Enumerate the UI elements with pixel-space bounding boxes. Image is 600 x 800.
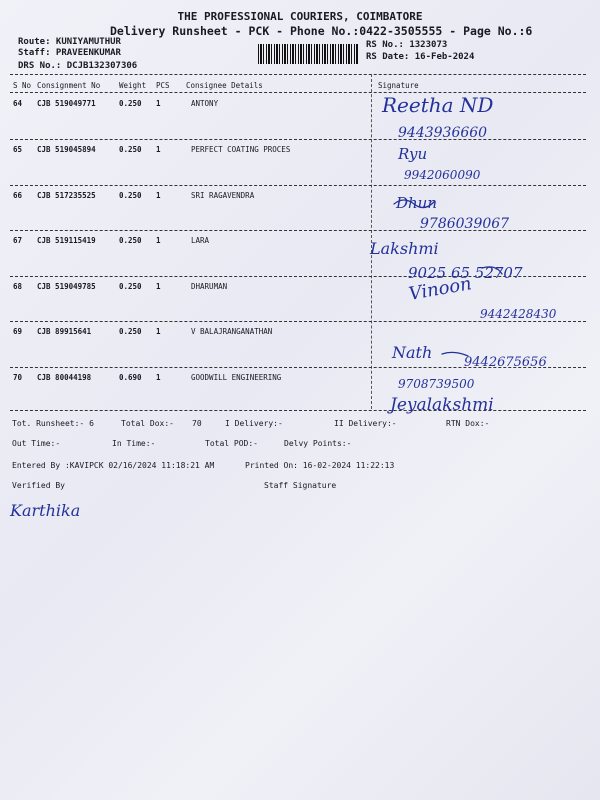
row-pcs: 1 [156, 236, 161, 245]
svg-text:Lakshmi: Lakshmi [370, 239, 439, 258]
row-weight: 0.250 [119, 282, 142, 291]
row-weight: 0.250 [119, 191, 142, 200]
col-signature: Signature [378, 81, 419, 90]
barcode [258, 44, 358, 64]
svg-text:Vinoon: Vinoon [407, 273, 474, 305]
row-consignee: ANTONY [191, 99, 219, 108]
svg-text:9025 65 52707: 9025 65 52707 [408, 264, 523, 282]
route-label: Route: KUNIYAMUTHUR [18, 37, 121, 47]
signature-70 [390, 372, 550, 420]
svg-text:Dhun: Dhun [396, 194, 438, 212]
row-consignee: DHARUMAN [191, 282, 228, 291]
row-pcs: 1 [156, 191, 161, 200]
svg-text:9708739500: 9708739500 [398, 377, 475, 391]
ii-delivery: II Delivery:- [334, 419, 397, 428]
i-delivery: I Delivery:- [225, 419, 283, 428]
row-consignee: LARA [191, 236, 210, 245]
row-weight: 0.250 [119, 99, 142, 108]
svg-text:9443936660: 9443936660 [398, 125, 488, 141]
out-time: Out Time:- [12, 439, 61, 448]
row-pcs: 1 [156, 373, 161, 382]
row-weight: 0.250 [119, 327, 142, 336]
table-top-rule [10, 74, 586, 75]
row-consignment: CJB 89915641 [37, 327, 92, 336]
row-consignment: CJB 519045894 [37, 145, 96, 154]
drs-number: DRS No.: DCJB132307306 [18, 61, 138, 71]
runsheet-subtitle: Delivery Runsheet - PCK - Phone No.:0422-3505555 - Page No.:6 [110, 24, 533, 38]
row-pcs: 1 [156, 99, 161, 108]
in-time: In Time:- [112, 439, 156, 448]
staff-signature-label: Staff Signature [264, 481, 337, 490]
row-sno: 67 [13, 236, 23, 245]
row-weight: 0.250 [119, 145, 142, 154]
row-sno: 70 [13, 373, 23, 382]
row-consignment: CJB 519049785 [37, 282, 96, 291]
printed-on: Printed On: 16-02-2024 11:22:13 [245, 461, 395, 470]
svg-text:Nath: Nath [392, 343, 433, 362]
col-weight: Weight [119, 81, 147, 90]
tot-runsheet: Tot. Runsheet:- 6 [12, 419, 94, 428]
row-pcs: 1 [156, 145, 161, 154]
row-consignee: V BALAJRANGANATHAN [191, 327, 273, 336]
col-pcs: PCS [156, 81, 170, 90]
svg-text:9786039067: 9786039067 [420, 216, 510, 232]
rs-date: RS Date: 16-Feb-2024 [366, 52, 475, 62]
svg-text:9442428430: 9442428430 [480, 307, 557, 321]
total-pod: Total POD:- [205, 439, 258, 448]
row-consignee: SRI RAGAVENDRA [191, 191, 255, 200]
delvy-points: Delvy Points:- [284, 439, 352, 448]
row-sno: 65 [13, 145, 23, 154]
row-pcs: 1 [156, 327, 161, 336]
signature-68 [407, 272, 590, 326]
row-consignee: PERFECT COATING PROCES [191, 145, 291, 154]
col-consignee: Consignee Details [186, 81, 263, 90]
signature-69 [392, 340, 592, 376]
svg-text:9942060090: 9942060090 [404, 168, 481, 182]
svg-text:Ryu: Ryu [398, 145, 428, 163]
svg-text:9442675656: 9442675656 [464, 355, 547, 370]
row-sno: 69 [13, 327, 23, 336]
entered-by: Entered By :KAVIPCK 02/16/2024 11:18:21 AM [12, 461, 215, 470]
rtn-dox: RTN Dox:- [446, 419, 490, 428]
svg-text:Reetha ND: Reetha ND [382, 93, 494, 117]
signature-65 [398, 143, 518, 189]
row-weight: 0.250 [119, 236, 142, 245]
signature-66 [392, 190, 532, 236]
svg-text:Jeyalakshmi: Jeyalakshmi [390, 395, 494, 415]
row-sno: 68 [13, 282, 23, 291]
row-consignment: CJB 519049771 [37, 99, 96, 108]
col-consignment: Consignment No [37, 81, 101, 90]
verifier-signature [10, 496, 110, 530]
company-title: THE PROFESSIONAL COURIERS, COIMBATORE [177, 10, 423, 23]
total-dox-label: Total Dox:- [121, 419, 174, 428]
total-dox-value: 70 [192, 419, 202, 428]
row-consignment: CJB 519115419 [37, 236, 96, 245]
verified-by: Verified By [12, 481, 65, 490]
signature-64 [382, 92, 532, 146]
row-consignment: CJB 517235525 [37, 191, 96, 200]
col-sno: S No [13, 81, 32, 90]
row-weight: 0.690 [119, 373, 142, 382]
row-sno: 64 [13, 99, 23, 108]
rs-number: RS No.: 1323073 [366, 40, 448, 50]
staff-label: Staff: PRAVEENKUMAR [18, 48, 121, 58]
svg-text:Karthika: Karthika [10, 501, 81, 520]
row-consignment: CJB 80044198 [37, 373, 92, 382]
row-sno: 66 [13, 191, 23, 200]
row-pcs: 1 [156, 282, 161, 291]
row-consignee: GOODWILL ENGINEERING [191, 373, 282, 382]
